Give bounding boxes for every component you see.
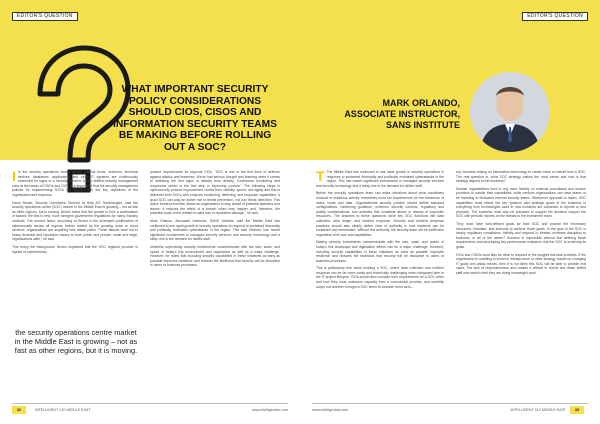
- paragraph: In the security operations centre (SOC), internal techs, networks, technical devices, databases, applications and other IT systems are continuously examined for signs of a security incident. A fully staffed security management crew at the heads of CISOs and CIOs, it is imperative that the security management policies for implementing SOCs are aligned with the key objectives of the organisation and business.: [12, 170, 138, 197]
- paragraph: posture requirements for regional CIOs. “SOC is one of the first lines of defence against attacks and breaches. We’ve had serious thought and learning when it comes to detecting the first signs of attacks from activity. Continuous monitoring and responsive action is the first step in improving posture.” The following steps in cybersecurity posture improvement comes from visibility, speed, and agility and this is delivered from SOCs with endpoint monitoring, detecting, and response capabilities. A good SOC can play an active role in threat prevention, not just threat detection. This active threat prevention allows an organisation to stay ahead of potential attackers and issues. It reduces the effect of a breach when they happen and, therefore, the potential costs of the related re-data loss in reputation damage,” he said.: [150, 170, 280, 216]
- author-photo: [470, 72, 550, 152]
- paragraph: This is particularly true when building a SOC, where data collection and incident response can be far more costly and technically challenging when integrated later in the IT project lifecycle. CIOs should also consider their requirements for a SOC when and how they must outsource capacity from a commercial provider, and carefully scope out whether to begin a SOC when to consider them as to...: [316, 266, 444, 289]
- paragraph: Smaller organisations tend to rely more heavily on external consultants and service providers to handle their capabilities, while medium organisations can have teams or be investing in dedicated internal security teams. Whichever approach is taken, SOC capabilities must reflect the key systems and strategic goals of the business in everything from technologies used to how incidents are contained to reports to and products. The business must also be prepared to support the decision support the SOC with periodic reports on the threats to the investment team.: [456, 186, 586, 219]
- paragraph: The Middle East has continued to see rapid growth in security operations in response to sustained financially and politically motivated cyberattacks in the region. This has meant significant investments in managed security services and security technology and a steep rise in the demand for skilled staff.: [316, 170, 444, 188]
- paragraph: Making security investments commensurate with the size, scale, and speed of today’s risk landscape and digitisation efforts can be a major challenge. However, including security capabilities in these initiatives as early as possible improves resilience and reduces the likelihood that security will be disruptive to users or business processes.: [316, 240, 444, 263]
- drop-cap: T: [316, 168, 325, 184]
- website-link[interactable]: www.intelligentcio.com: [251, 408, 288, 412]
- paragraph: Before the security operations team can make decisions about what constitutes unusual or malicious activity, executives must set requirements for the behaviour of users, hosts and data. Organisational security policies should define standard configurations, hardening guidance, minimum security controls, regulatory and quality considerations, and activities that constitute abuse or misuse of corporate resources. The answers to these questions drive key SOC functions like data collection, alert triage, and incident response. Security and incident response practices should also clearly define lines of authority in how incidents can be contained and remediated. Without this authority, the security team will be ineffective regardless of its size and capabilities.: [316, 191, 444, 237]
- paragraph: Mark Orlando, Associate Instructor, SANS Institute, said the Middle East has continued to see rapid growth in security operations to respond to sustained financially and politically motivated cyberattacks in the region. This said Orlando, has meant significant investments in managed security services and security technology and a steep rise in the demand for skilled staff.: [150, 218, 280, 242]
- magazine-name: INTELLIGENT CIO MIDDLE EAST: [35, 408, 91, 412]
- right-page: [300, 0, 600, 424]
- paragraph: CIOs and CISOs must also be clear to respond to the insights this task provides. If the organisation is unwilling to invest in infrastructure or other strategy, based on changing IT goals and attack trends, then it is not likely this SOC will be able to provide real value. The lack of responsiveness also makes it difficult to recruit and retain skilled staff who want to feel they are doing meaningful work.: [456, 252, 586, 275]
- body-column-1: [12, 170, 138, 257]
- section-tag-right: EDITOR'S QUESTION: [522, 12, 588, 21]
- footer-left: [12, 403, 288, 415]
- section-tag-left: EDITOR'S QUESTION: [12, 12, 78, 21]
- paragraph: This being the background, Brown explained that the SOC regional provider is myriad of cybersecurity: [12, 244, 138, 254]
- paragraph: Umbrella supervising security investments commensurate with the size, scale, and speed of today’s risk environment and regulations as well as a major challenge. However, he noted that including security capabilities in these initiatives as early as possible improves resilience and reduces the likelihood that security will be disruptive to users or business processes.: [150, 244, 280, 268]
- portrait-avatar-icon: [470, 72, 550, 152]
- body-column-4: [456, 170, 586, 278]
- body-column-2: [150, 170, 280, 271]
- drop-cap: I: [12, 168, 16, 184]
- paragraph: ory, business relying on information technology to create value on behalf from a SOC. The real question is, what SOC strategy makes the most sense and how is that strategy aligned to the business?: [456, 170, 586, 184]
- body-column-3: [316, 170, 444, 292]
- paragraph: They must have well-defined goals for their SOC and provide the necessary resources, mandate, and authority to achieve those goals. In the goal of the SOC is simply regulatory compliance, identify and respond to threats, minimise disruption to business, or all of the above? Success is impossible without first defining those requirements and developing key performance indicators that the SOC is achieving its goals.: [456, 221, 586, 249]
- magazine-name: INTELLIGENT CIO MIDDLE EAST: [510, 408, 566, 412]
- website-link[interactable]: www.intelligentcio.com: [312, 408, 349, 412]
- page-number: 33: [570, 406, 584, 414]
- footer-right: [312, 403, 588, 415]
- page-number: 32: [12, 406, 26, 414]
- author-credit: MARK ORLANDO, ASSOCIATE INSTRUCTOR, SANS INSTITUTE: [344, 98, 460, 130]
- pull-quote: the security operations centre market in the Middle East is growing – not as fast as other regions, but it is moving.: [14, 328, 138, 355]
- article-headline: WHAT IMPORTANT SECURITY POLICY CONSIDERATIONS SHOULD CIOS, CISOS AND INFORMATION SECURITY TEAMS BE MAKING BEFORE ROLLING OUT A SOC?: [113, 84, 277, 153]
- paragraph: David Brown, Security Operations Director at Help AG Technologies, said the security operations centre (SOC) market in the Middle East is growing – not as fast as other regions, but is moving. Brown noted that the growth is from a combination of factors: the first is new, more stringent government regulations for many industry verticals. The second factor, according to Brown is the increased proliferation of cybersecurity across all regions, further fuelled by the growing move to cloud services, organisations are acquiring new attack paths. These attacks have led to heavy financial and reputation losses to both public and private, small and large, organisations alike,” he said.: [12, 200, 138, 242]
